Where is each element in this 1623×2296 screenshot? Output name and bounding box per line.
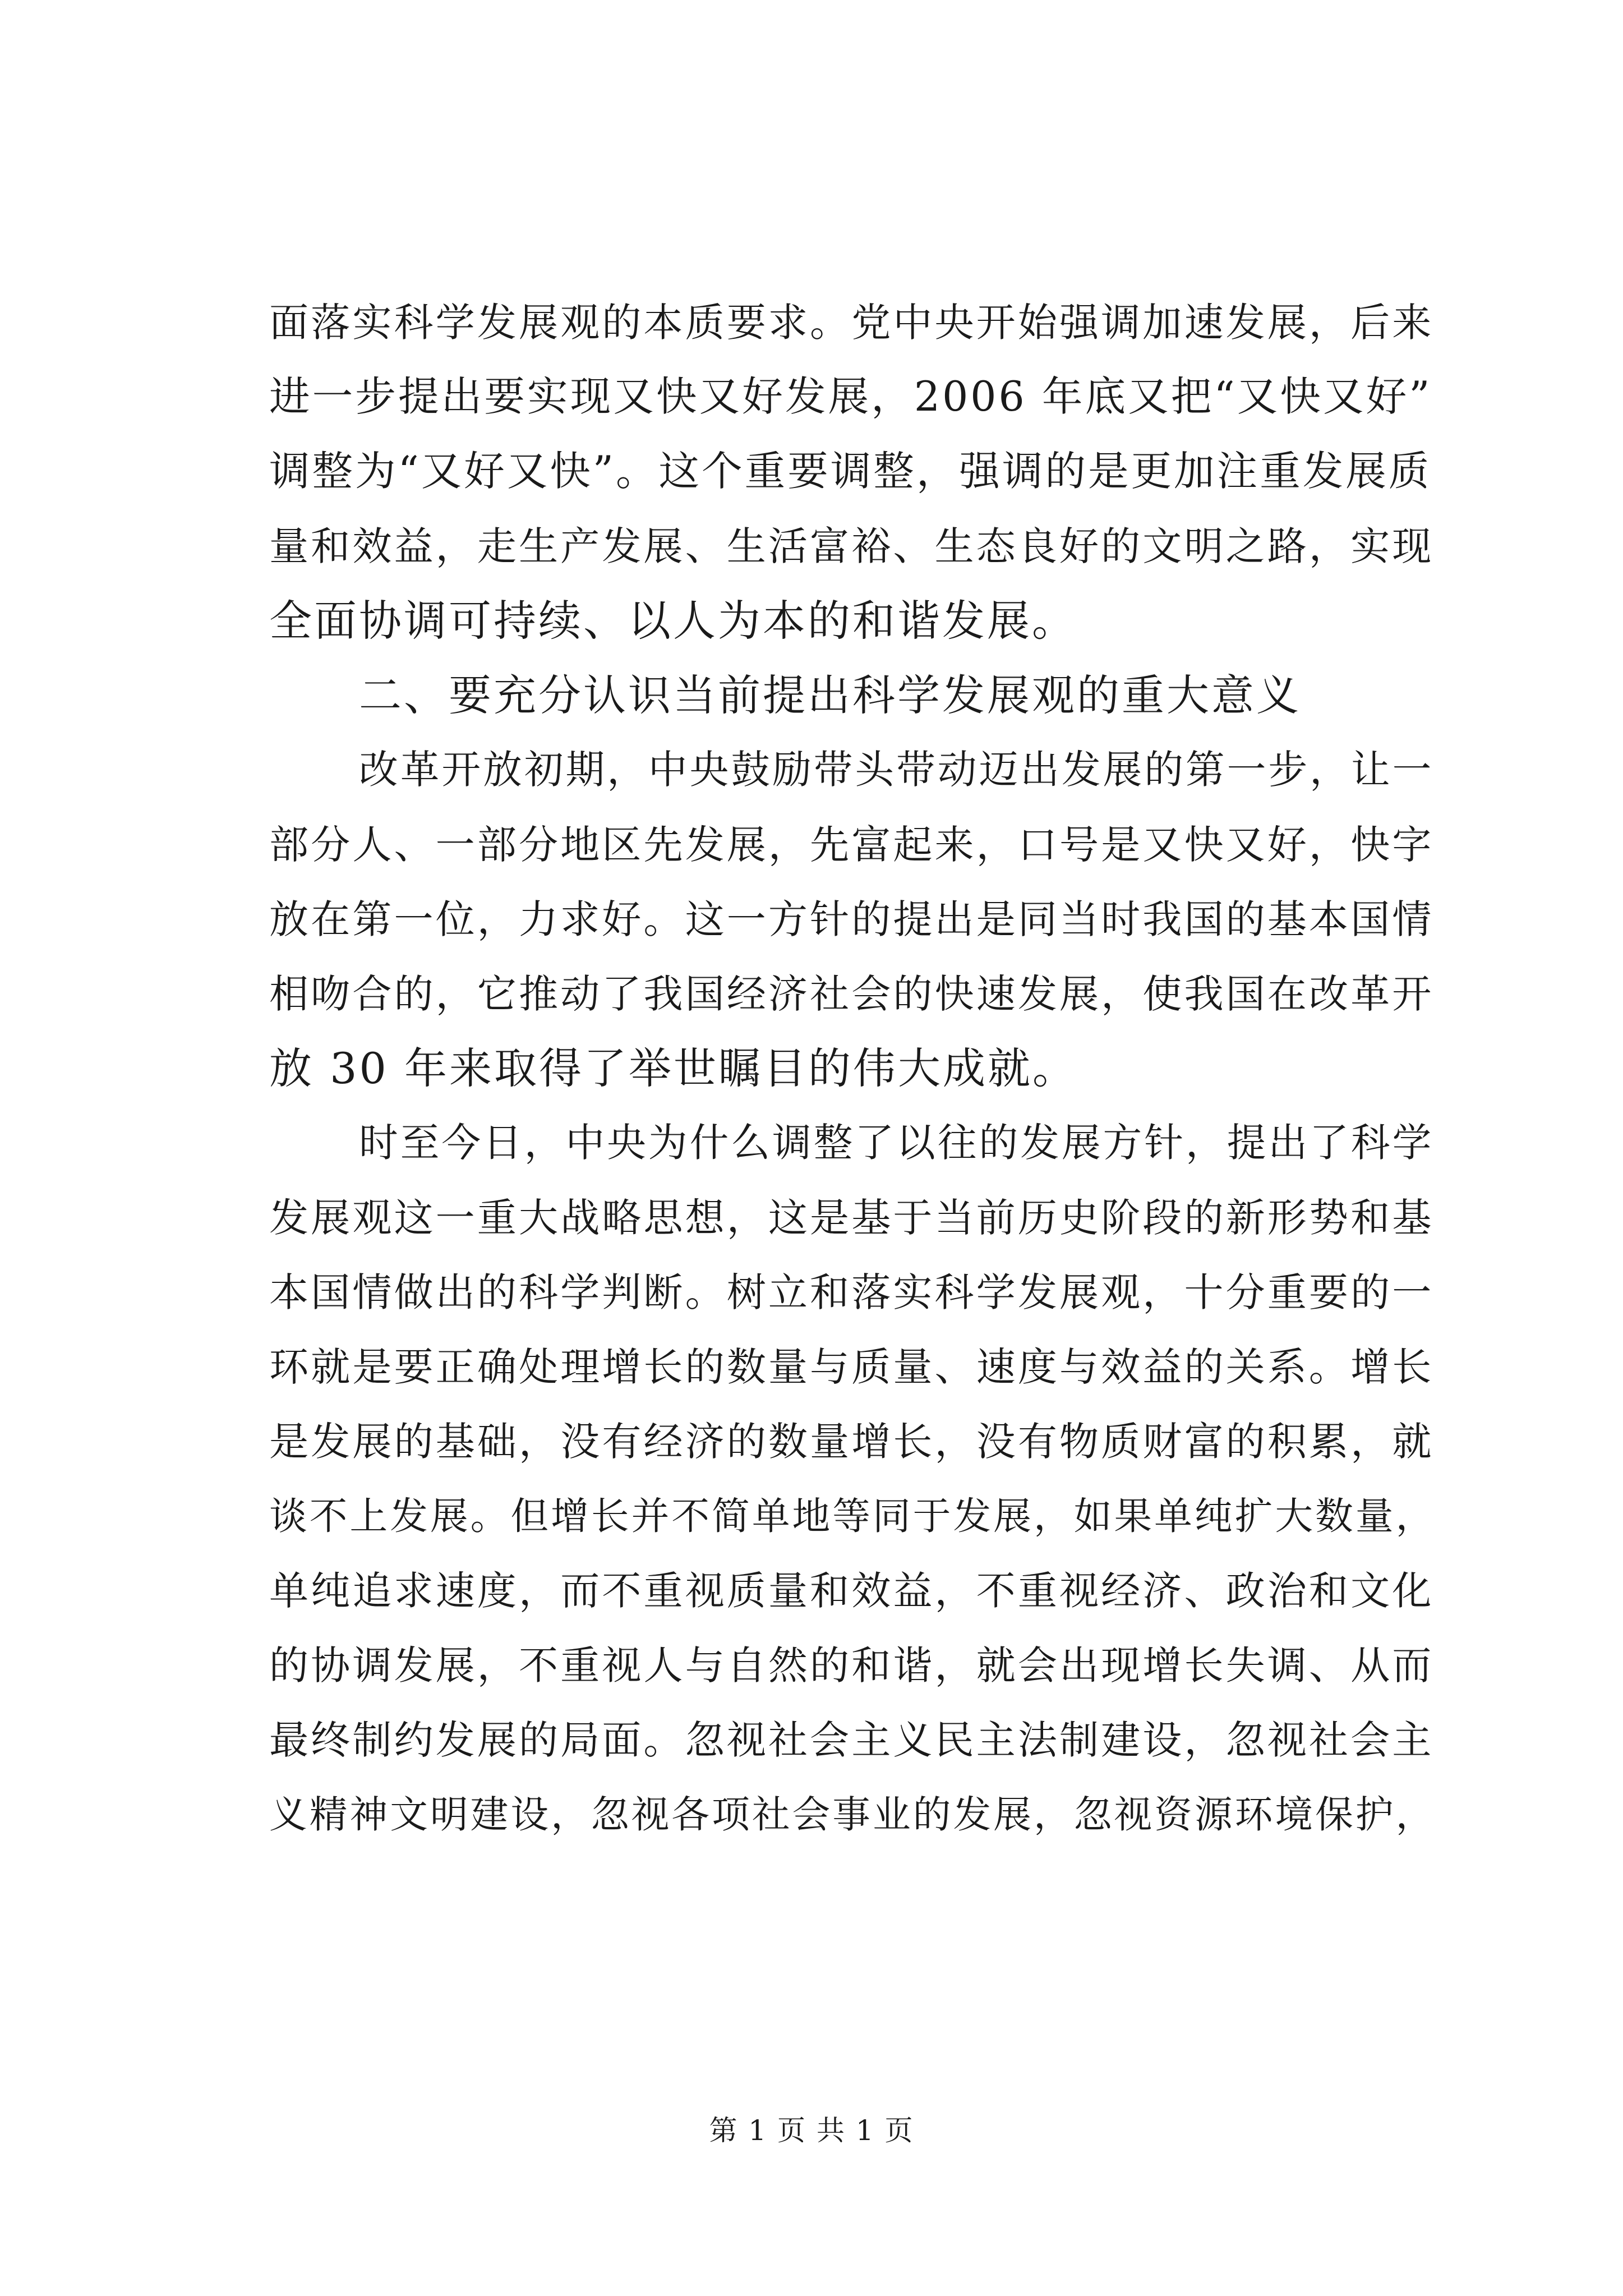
text-line: 最终制约发展的局面。忽视社会主义民主法制建设，忽视社会主 (269, 1717, 1434, 1763)
text-line: 放 30 年来取得了举世瞩目的伟大成就。 (269, 1043, 1078, 1093)
text-line: 部分人、一部分地区先发展，先富起来，口号是又快又好，快字 (269, 822, 1434, 868)
text-line: 放在第一位，力求好。这一方针的提出是同当时我国的基本国情 (269, 896, 1434, 942)
page-footer: 第 1 页 共 1 页 (709, 2114, 914, 2147)
text-line: 面落实科学发展观的本质要求。党中央开始强调加速发展，后来 (269, 300, 1434, 346)
text-line: 发展观这一重大战略思想，这是基于当前历史阶段的新形势和基 (269, 1195, 1434, 1241)
text-line: 是发展的基础，没有经济的数量增长，没有物质财富的积累，就 (269, 1419, 1434, 1465)
text-line: 相吻合的，它推动了我国经济社会的快速发展，使我国在改革开 (269, 971, 1434, 1017)
text-line: 量和效益，走生产发展、生活富裕、生态良好的文明之路，实现 (269, 523, 1434, 569)
text-line: 单纯追求速度，而不重视质量和效益，不重视经济、政治和文化 (269, 1568, 1434, 1614)
section-heading: 二、要充分认识当前提出科学发展观的重大意义 (359, 670, 1301, 720)
text-line: 改革开放初期，中央鼓励带头带动迈出发展的第一步，让一 (359, 747, 1434, 793)
text-line: 的协调发展，不重视人与自然的和谐，就会出现增长失调、从而 (269, 1642, 1434, 1688)
text-line: 进一步提出要实现又快又好发展，2006 年底又把“又快又好” (269, 374, 1432, 421)
text-line: 全面协调可持续、以人为本的和谐发展。 (269, 596, 1077, 646)
text-line: 环就是要正确处理增长的数量与质量、速度与效益的关系。增长 (269, 1344, 1434, 1390)
text-line: 本国情做出的科学判断。树立和落实科学发展观，十分重要的一 (269, 1269, 1434, 1315)
text-line: 谈不上发展。但增长并不简单地等同于发展，如果单纯扩大数量， (269, 1494, 1436, 1538)
text-line: 调整为“又好又快”。这个重要调整，强调的是更加注重发展质 (269, 448, 1432, 495)
text-line: 时至今日，中央为什么调整了以往的发展方针，提出了科学 (359, 1120, 1434, 1166)
text-line: 义精神文明建设，忽视各项社会事业的发展，忽视资源环境保护， (269, 1792, 1436, 1837)
